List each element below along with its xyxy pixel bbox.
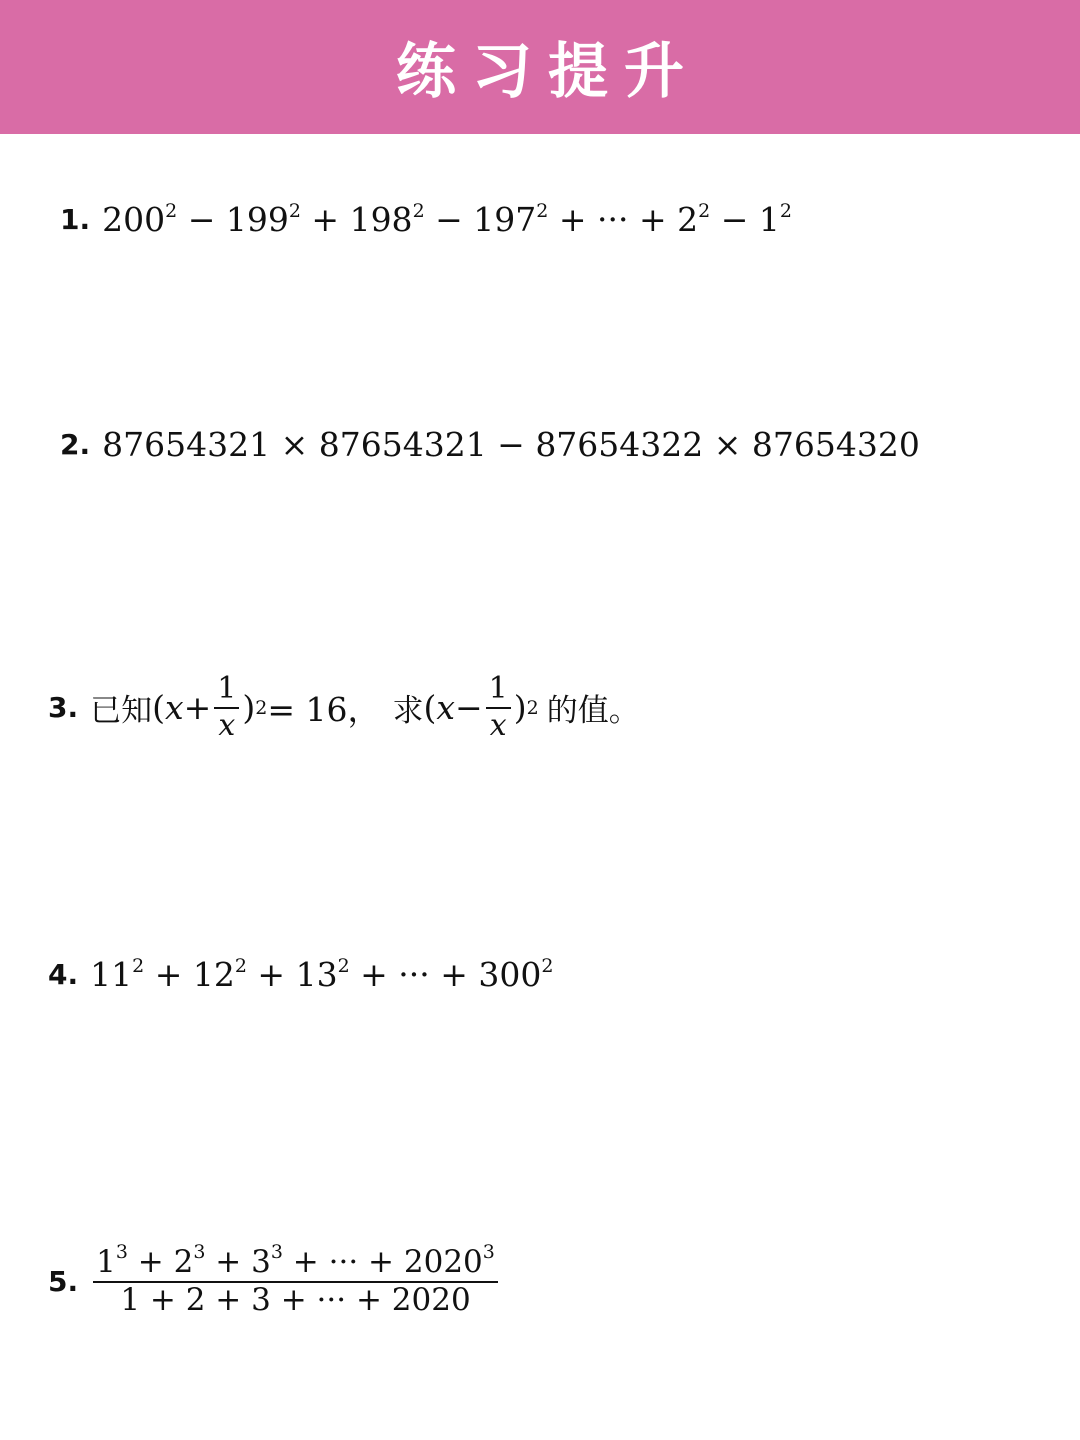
problem-suffix: 的值。 bbox=[546, 693, 640, 729]
problem-number: 5. bbox=[48, 1265, 79, 1299]
fraction: $\frac{1}{x}$ bbox=[214, 672, 239, 743]
fraction-denominator: 1 + 2 + 3 + ··· + 2020 bbox=[120, 1281, 471, 1318]
problem-number: 1. bbox=[60, 203, 91, 236]
problem-number: 2. bbox=[60, 428, 91, 461]
problem-expression: $200^2 - 199^2 + 198^2 - 197^2$ + ··· + $2^2 - 1^2$ bbox=[102, 200, 792, 239]
problem-5 bbox=[48, 1241, 501, 1318]
fraction bbox=[93, 1241, 498, 1318]
problem-1 bbox=[60, 200, 792, 239]
problem-middle: 求 bbox=[392, 693, 424, 729]
problem-prefix: 已知 bbox=[90, 693, 153, 729]
problem-expression: 87654321 × 87654321 − 87654322 × 87654320 bbox=[102, 425, 920, 464]
problem-3: 3. 已知 ( x + $\frac{1}{x}$ ) 2 = 16， 求 ( x − $\frac{1}{x}$ ) 2 的值。 bbox=[48, 671, 640, 743]
problem-expression: $11^2 + 12^2 + 13^2$ + ··· + $300^2$ bbox=[90, 955, 554, 994]
page-title: 练习提升 bbox=[396, 37, 700, 107]
header-banner bbox=[0, 0, 1080, 134]
problem-number: 3. bbox=[48, 691, 79, 724]
problem-number: 4. bbox=[48, 958, 79, 991]
fraction: $\frac{1}{x}$ bbox=[486, 672, 511, 743]
problem-2 bbox=[60, 425, 920, 464]
problem-4 bbox=[48, 955, 553, 994]
fraction-numerator: $1^3 + 2^3 + 3^3$ + ··· + $2020^3$ bbox=[96, 1241, 495, 1280]
